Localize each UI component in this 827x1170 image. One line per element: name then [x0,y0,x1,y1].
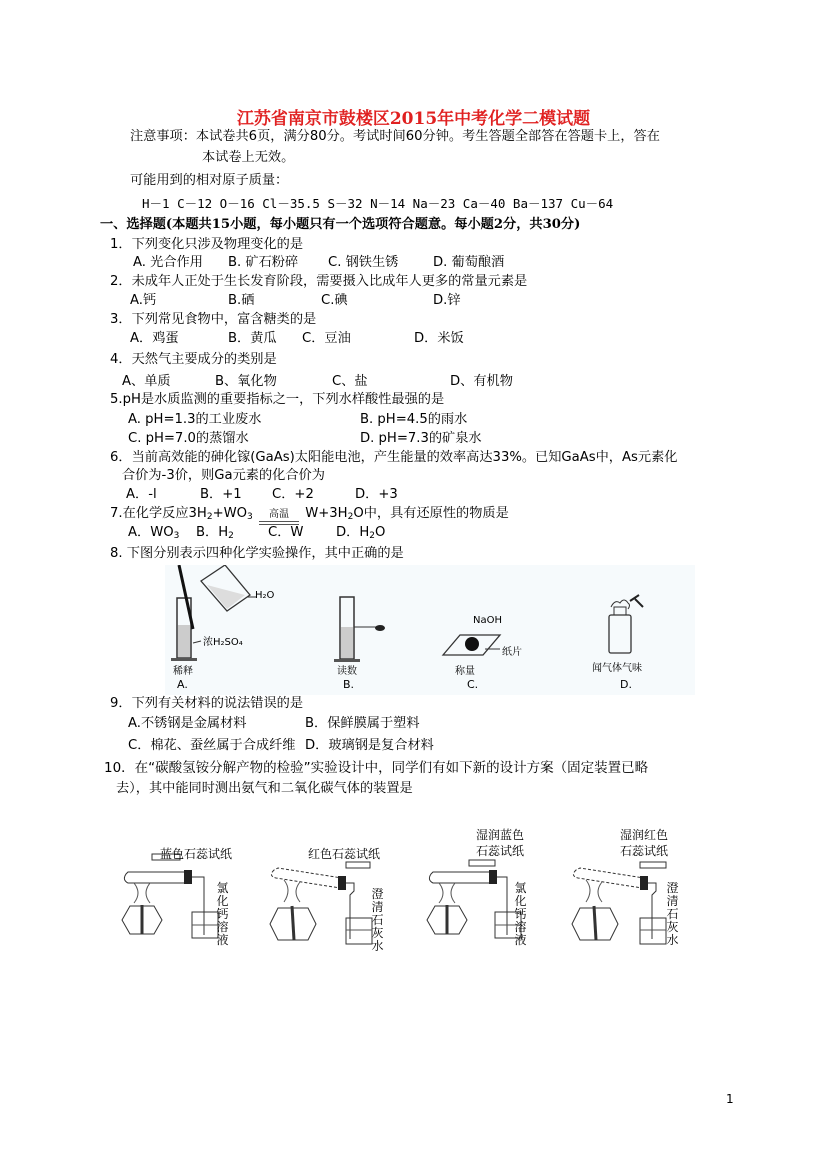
q6-option-b[interactable]: B．+1 [200,487,242,502]
reaction-condition [257,507,301,523]
panel-b-letter[interactable]: B. [343,678,355,691]
q7-text-mid1: +WO [212,506,248,521]
q3-option-a[interactable]: A．鸡蛋 [130,331,179,346]
q7-a-text: A．WO [128,525,174,540]
panel-b-caption: 读数 [337,666,357,677]
panel-4-paper-label-2: 石蕊试纸 [620,844,669,858]
notice-line-2: 本试卷上无效。 [202,150,295,165]
q5-option-b[interactable]: B. pH=4.5的雨水 [360,412,468,427]
q7-d-tail: O [375,525,386,540]
page-number: 1 [726,1092,734,1106]
panel-1-solution-label: 氯化钙溶液 [216,881,229,947]
q1-option-a[interactable]: A. 光合作用 [133,255,203,270]
q2-option-c[interactable]: C.碘 [321,293,348,308]
q1-option-d[interactable]: D. 葡萄酿酒 [433,255,505,270]
sulfuric-acid-label: 浓H₂SO₄ [203,637,243,648]
q1-option-c[interactable]: C. 钢铁生锈 [328,255,399,270]
q9-option-a[interactable]: A.不锈钢是金属材料 [128,716,247,731]
gas-bottle-icon [605,593,655,655]
notice-line-1: 注意事项：本试卷共6页，满分80分。考试时间60分钟。考生答题全部答在答题卡上，答在 [130,129,660,144]
q5-option-d[interactable]: D. pH=7.3的矿泉水 [360,431,482,446]
q7-option-b[interactable] [196,525,234,541]
q6-option-a[interactable]: A．-l [126,487,157,502]
panel-a-caption: 稀释 [173,666,193,677]
q2-option-d[interactable]: D.锌 [433,293,461,308]
panel-3-solution-label: 氯化钙溶液 [514,881,527,947]
q7-sub: 2 [347,512,354,522]
panel-2-paper-label: 红色石蕊试纸 [308,847,381,861]
question-10-stem-cont: 去），其中能同时测出氨气和二氧化碳气体的装置是 [116,781,413,796]
question-7-stem [110,506,509,523]
paper-label: 纸片 [502,647,522,658]
q7-text-pre: 7.在化学反应3H [110,506,207,521]
panel-d-caption: 闻气体气味 [592,663,642,674]
q9-option-c[interactable]: C．棉花、蚕丝属于合成纤维 [128,738,296,753]
question-2-stem: 2．未成年人正处于生长发育阶段，需要摄入比成年人更多的常量元素是 [110,274,528,289]
figure-q10 [120,820,710,960]
atomic-masses: H－1 C－12 O－16 Cl－35.5 S－32 N－14 Na－23 Ca－40 Ba－137 Cu－64 [142,196,614,211]
question-5-stem: 5.pH是水质监测的重要指标之一，下列水样酸性最强的是 [110,392,445,407]
q4-option-d[interactable]: D、有机物 [450,374,513,389]
q9-option-d[interactable]: D．玻璃钢是复合材料 [305,738,434,753]
question-6-stem: 6．当前高效能的砷化镓(GaAs)太阳能电池，产生能量的效率高达33%。已知GaAs中，As元素化 [110,450,678,465]
question-9-stem: 9．下列有关材料的说法错误的是 [110,696,304,711]
q7-a-sub: 3 [173,531,180,541]
panel-3-paper-label-2: 石蕊试纸 [476,844,525,858]
q7-b-text: B．H [196,525,229,540]
q7-text-mid2: W+3H [305,506,348,521]
q7-sub: 3 [247,512,253,522]
question-4-stem: 4．天然气主要成分的类别是 [110,352,277,367]
q6-option-d[interactable]: D．+3 [355,487,398,502]
panel-c-caption: 称量 [455,666,475,677]
question-1-stem: 1．下列变化只涉及物理变化的是 [110,237,304,252]
panel-3-paper-label-1: 湿润蓝色 [476,828,525,842]
panel-a-letter[interactable]: A. [177,678,188,691]
condition-text: 高温 [268,509,289,520]
question-8-stem: 8. 下图分别表示四种化学实验操作，其中正确的是 [110,546,404,561]
q7-option-a[interactable] [128,525,179,541]
atomic-mass-label: 可能用到的相对原子质量： [130,173,289,188]
question-3-stem: 3．下列常见食物中，富含糖类的是 [110,312,317,327]
q7-option-d[interactable] [336,525,385,541]
q3-option-c[interactable]: C．豆油 [302,331,351,346]
q3-option-d[interactable]: D．米饭 [414,331,464,346]
question-10-stem: 10．在“碳酸氢铵分解产物的检验”实验设计中，同学们有如下新的设计方案（固定装置已略 [104,760,649,776]
q4-option-c[interactable]: C、盐 [332,374,368,389]
q7-d-sub: 2 [369,531,375,541]
apparatus-2-icon [268,850,378,950]
page-title: 江苏省南京市鼓楼区2015年中考化学二模试题 [236,109,591,129]
panel-1-paper-label: 蓝色石蕊试纸 [160,847,233,861]
figure-q8 [165,565,695,695]
naoh-label: NaOH [473,615,502,626]
q3-option-b[interactable]: B．黄瓜 [228,331,277,346]
q1-option-b[interactable]: B. 矿石粉碎 [228,255,299,270]
q7-sub: 2 [206,512,213,522]
graduated-cylinder-icon [330,595,400,665]
q7-option-c[interactable] [268,525,303,541]
panel-4-solution-label: 澄清石灰水 [666,881,679,947]
question-6-stem-cont: 合价为-3价，则Ga元素的化合价为 [122,468,325,483]
q4-option-a[interactable]: A、单质 [122,374,171,389]
water-label: H₂O [255,590,275,601]
q7-c-text: C．W [268,525,304,540]
panel-2-solution-label: 澄清石灰水 [371,887,384,953]
q5-option-a[interactable]: A. pH=1.3的工业废水 [128,412,262,427]
section-heading: 一、选择题(本题共15小题，每小题只有一个选项符合题意。每小题2分，共30分) [100,217,581,232]
apparatus-3-icon [425,850,545,940]
q5-option-c[interactable]: C. pH=7.0的蒸馏水 [128,431,249,446]
q7-b-sub: 2 [228,531,234,541]
panel-c-letter[interactable]: C. [467,678,479,691]
q9-option-b[interactable]: B．保鲜膜属于塑料 [305,716,420,731]
panel-d-letter[interactable]: D. [620,678,632,691]
q2-option-b[interactable]: B.硒 [228,293,255,308]
panel-4-paper-label-1: 湿润红色 [620,828,669,842]
q7-d-text: D．H [336,525,370,540]
q6-option-c[interactable]: C．+2 [272,487,314,502]
q7-text-post: O中，具有还原性的物质是 [353,506,509,521]
q4-option-b[interactable]: B、氧化物 [215,374,277,389]
q2-option-a[interactable]: A.钙 [130,293,157,308]
